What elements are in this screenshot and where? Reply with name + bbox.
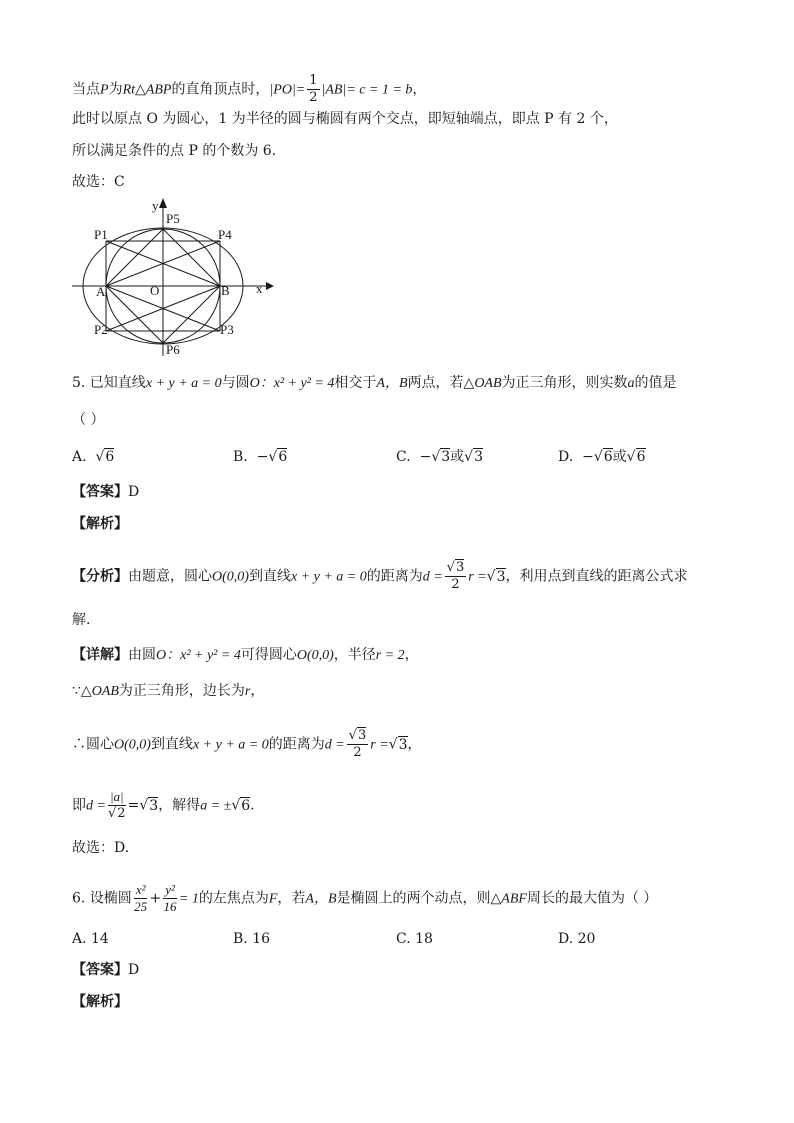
q5-ji: 即d = $\frac{|a|}{√2}$ =√3，解得a = ±√6. bbox=[72, 789, 255, 821]
text: 当点 bbox=[72, 81, 100, 98]
x-axis-arrow bbox=[266, 282, 274, 290]
math: P bbox=[100, 82, 109, 98]
math: Rt△ABP bbox=[122, 82, 172, 98]
q6-option-c: C. 18 bbox=[396, 931, 433, 947]
q6-option-a: A. 14 bbox=[72, 931, 109, 947]
q5-therefore: ∴圆心O(0,0)到直线x + y + a = 0的距离为d = $\frac{√3}{2}$ r =√3， bbox=[72, 728, 422, 760]
label-a: A bbox=[96, 284, 106, 299]
label-p6: P6 bbox=[166, 342, 180, 357]
text: ， bbox=[412, 81, 427, 98]
label-p4: P4 bbox=[218, 227, 232, 242]
q5-stem: 5. 已知直线x + y + a = 0与圆O：x² + y² = 4相交于A，B两点，若△OAB为正三角形，则实数a的值是 bbox=[72, 375, 677, 391]
label-o: O bbox=[150, 283, 160, 298]
q5-analysis-tag: 【解析】 bbox=[72, 516, 128, 532]
x-axis-label: x bbox=[256, 281, 263, 296]
text: 为 bbox=[108, 81, 123, 98]
label-p3: P3 bbox=[220, 322, 234, 337]
q5-choose: 故选：D. bbox=[72, 840, 130, 856]
fraction: $\frac{1}{2}$ bbox=[309, 73, 318, 105]
q5-option-c: C. −√3或√3 bbox=[396, 449, 483, 465]
ellipse-figure bbox=[68, 196, 278, 358]
label-p2: P2 bbox=[94, 322, 108, 337]
q5-fenxi: 【分析】由题意，圆心O(0,0)到直线x + y + a = 0的距离为d = $\frac{√3}{2}$ r =√3，利用点到直线的距离公式求 bbox=[72, 560, 688, 592]
q5-option-b: B. −√6 bbox=[233, 449, 288, 465]
math: |AB|= c = 1 = b bbox=[321, 82, 413, 98]
q5-answer: 【答案】D bbox=[72, 484, 140, 500]
label-p1: P1 bbox=[94, 227, 108, 242]
q6-analysis-tag: 【解析】 bbox=[72, 994, 128, 1010]
q6-option-b: B. 16 bbox=[233, 931, 271, 947]
q4-line-3: 所以满足条件的点 P 的个数为 6. bbox=[72, 143, 277, 159]
q5-paren: （ ） bbox=[72, 412, 105, 428]
text: 的直角顶点时， bbox=[171, 81, 270, 98]
q4-choice: 故选：C bbox=[72, 174, 125, 190]
y-axis-arrow bbox=[159, 198, 167, 208]
q5-xiangjie: 【详解】由圆O：x² + y² = 4可得圆心O(0,0)，半径r = 2， bbox=[72, 647, 419, 663]
label-p5: P5 bbox=[166, 211, 180, 226]
q6-answer: 【答案】D bbox=[72, 962, 140, 978]
q6-option-d: D. 20 bbox=[558, 931, 596, 947]
q6-stem: 6. 设椭圆 $\frac{\text{x²}}{25}$ + $\frac{\text{y²}}{16}$ = 1的左焦点为F，若A，B是椭圆上的两个动点，则△ABF周长的最大值为（ ） bbox=[72, 882, 658, 914]
segment-a-p5 bbox=[106, 229, 163, 286]
q5-because: ∵△OAB为正三角形，边长为r， bbox=[72, 683, 265, 699]
math: |PO|= bbox=[269, 82, 306, 98]
q5-option-d: D. −√6或√6 bbox=[558, 449, 646, 465]
segment-b-p5 bbox=[163, 229, 220, 286]
q4-line-2: 此时以原点 O 为圆心，1 为半径的圆与椭圆有两个交点，即短轴端点，即点 P 有 2 个， bbox=[72, 111, 618, 127]
q5-fenxi-cont: 解. bbox=[72, 612, 91, 628]
q5-option-a: A. √6 bbox=[72, 449, 115, 465]
label-b: B bbox=[221, 283, 230, 298]
segment-b-p6 bbox=[163, 286, 220, 343]
q4-line-1 bbox=[72, 73, 426, 106]
y-axis-label: y bbox=[152, 198, 159, 213]
